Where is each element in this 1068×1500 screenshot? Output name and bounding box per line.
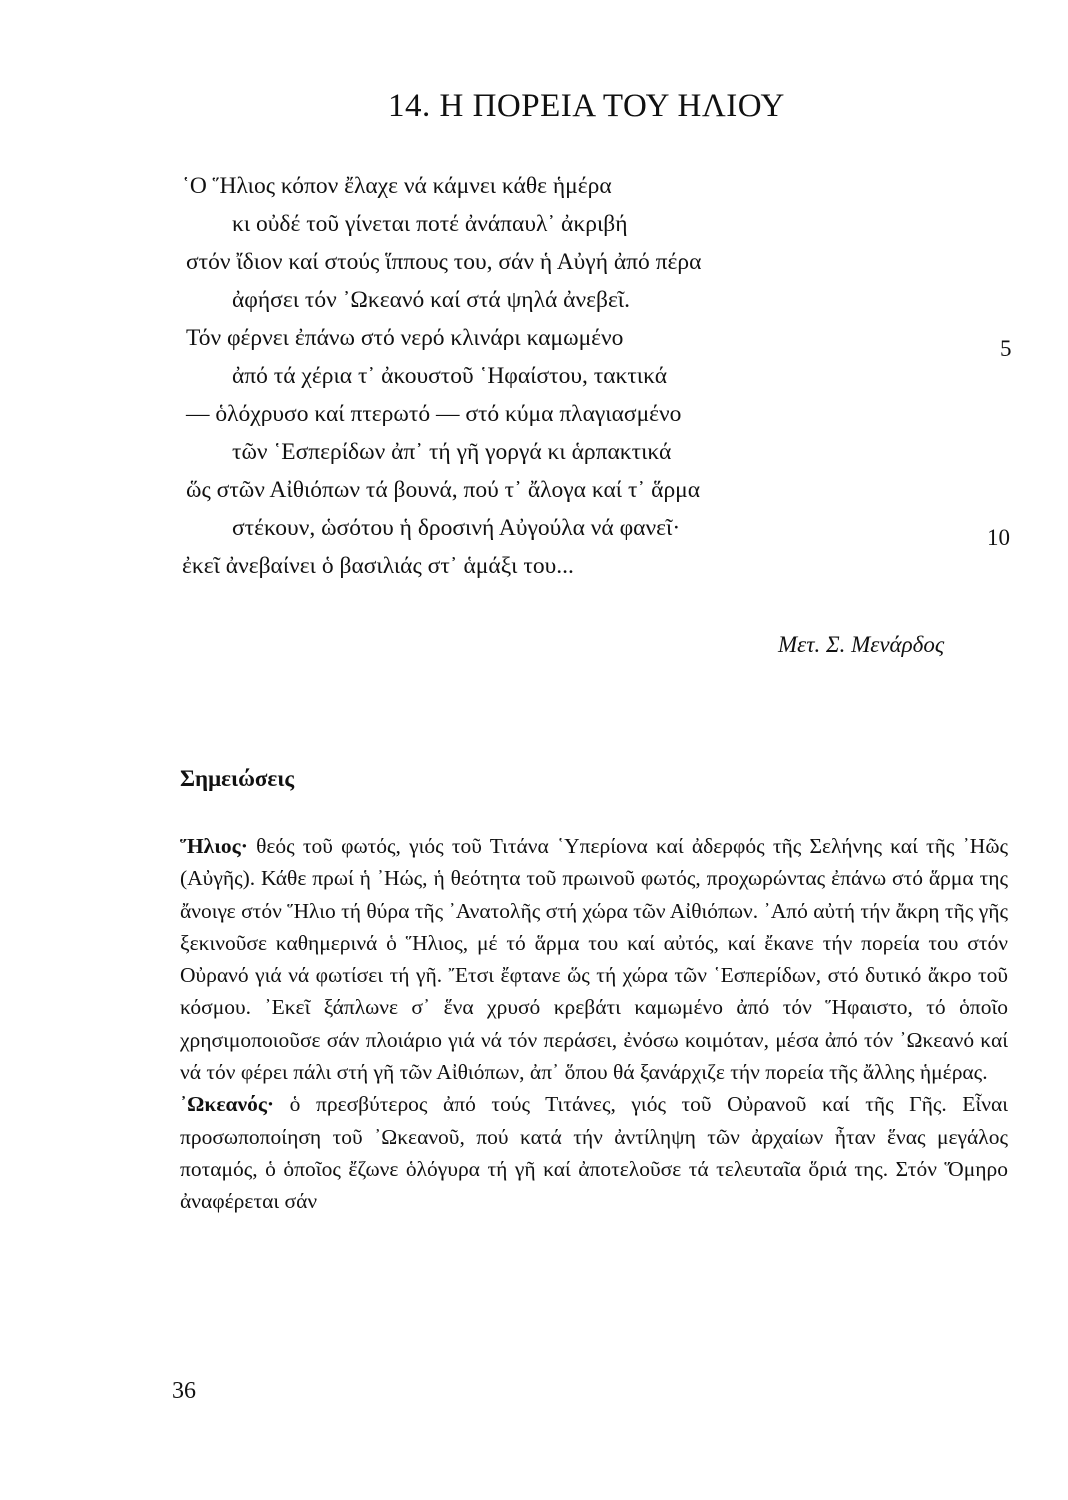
translator-credit: Μετ. Σ. Μενάρδος <box>778 632 945 657</box>
poem-line: ἀφήσει τόν ᾽Ωκεανό καί στά ψηλά ἀνεβεῖ. <box>232 287 631 313</box>
poem-line: στέκουν, ὡσότου ἡ δροσινή Αὐγούλα νά φανεῖ· <box>232 515 681 541</box>
poem-line: ῾Ο Ἥλιος κόπον ἔλαχε νά κάμνει κάθε ἡμέρα <box>182 173 612 199</box>
note-term: ᾽Ωκεανός· <box>180 1092 275 1117</box>
note-term: Ἥλιος· <box>180 834 248 858</box>
poem-line: τῶν ῾Εσπερίδων ἀπ᾽ τή γῆ γοργά κι ἁρπακτικά <box>232 439 672 465</box>
poem-line: κι οὐδέ τοῦ γίνεται ποτέ ἀνάπαυλ᾽ ἀκριβή <box>232 211 628 237</box>
note-text: ὁ πρεσβύτερος ἀπό τούς Τιτάνες, γιός τοῦ Οὐρανοῦ καί τῆς Γῆς. Εἶναι προσωποποίηση τοῦ ᾽Ωκεανοῦ, πού κατά τήν ἀντίληψη τῶν ἀρχαίων ἦταν ἕνας μεγάλος ποταμός, ὁ ὁποῖος ἔζωνε ὁλόγυρα τή γῆ καί ἀποτελοῦσε τά τελευταῖα ὅριά της. Στόν Ὅμηρο ἀναφέρεται σάν <box>180 1092 1008 1214</box>
note-helios <box>180 830 1008 1088</box>
poem-line: ἐκεῖ ἀνεβαίνει ὁ βασιλιάς στ᾽ ἁμάξι του... <box>182 553 574 579</box>
poem-line: ἀπό τά χέρια τ᾽ ἀκουστοῦ ῾Ηφαίστου, τακτικά <box>232 363 668 389</box>
note-text: θεός τοῦ φωτός, γιός τοῦ Τιτάνα ῾Υπερίονα καί ἀδερφός τῆς Σελήνης καί τῆς ᾽Ηῶς (Αὐγῆς). Κάθε πρωί ἡ ᾽Ηώς, ἡ θεότητα τοῦ πρωινοῦ φωτός, προχωρώντας ἐπάνω στό ἅρμα της ἄνοιγε στόν Ἥλιο τή θύρα τῆς ᾽Ανατολῆς στή χώρα τῶν Αἰθιόπων. ᾽Από αὐτή τήν ἄκρη τῆς γῆς ξεκινοῦσε καθημερινά ὁ Ἥλιος, μέ τό ἅρμα του καί αὐτός, καί ἔκανε τήν πορεία του στόν Οὐρανό γιά νά φωτίσει τή γῆ. Ἔτσι ἔφτανε ὥς τή χώρα τῶν ῾Εσπερίδων, στό δυτικό ἄκρο τοῦ κόσμου. ᾽Εκεῖ ξάπλωνε σ᾽ ἕνα χρυσό κρεβάτι καμωμένο ἀπό τόν Ἥφαιστο, τό ὁποῖο χρησιμοποιοῦσε σάν πλοιάριο γιά νά τόν περάσει, ἐνόσω κοιμόταν, μέσα ἀπό τόν ᾽Ωκεανό καί νά τόν φέρει πάλι στή γῆ τῶν Αἰθιόπων, ἀπ᾽ ὅπου θά ξανάρχιζε τήν πορεία τῆς ἄλλης ἡμέρας. <box>180 834 1008 1085</box>
poem-line: ὥς στῶν Αἰθιόπων τά βουνά, πού τ᾽ ἄλογα καί τ᾽ ἅρμα <box>186 477 701 503</box>
note-okeanos <box>180 1088 1008 1217</box>
line-number: 5 <box>1000 336 1012 361</box>
page-number: 36 <box>172 1378 196 1404</box>
poem-line: Τόν φέρνει ἐπάνω στό νερό κλινάρι καμωμένο <box>186 325 624 351</box>
poem-line: — ὁλόχρυσο καί πτερωτό — στό κύμα πλαγιασμένο <box>186 401 682 427</box>
page-title: 14. Η ΠΟΡΕΙΑ ΤΟΥ ΗΛΙΟΥ <box>388 88 785 124</box>
line-number: 10 <box>987 525 1010 550</box>
notes-heading: Σημειώσεις <box>180 766 295 791</box>
notes-body <box>180 830 1008 1218</box>
poem-line: στόν ἴδιον καί στούς ἵππους του, σάν ἡ Αὐγή ἀπό πέρα <box>186 249 702 275</box>
